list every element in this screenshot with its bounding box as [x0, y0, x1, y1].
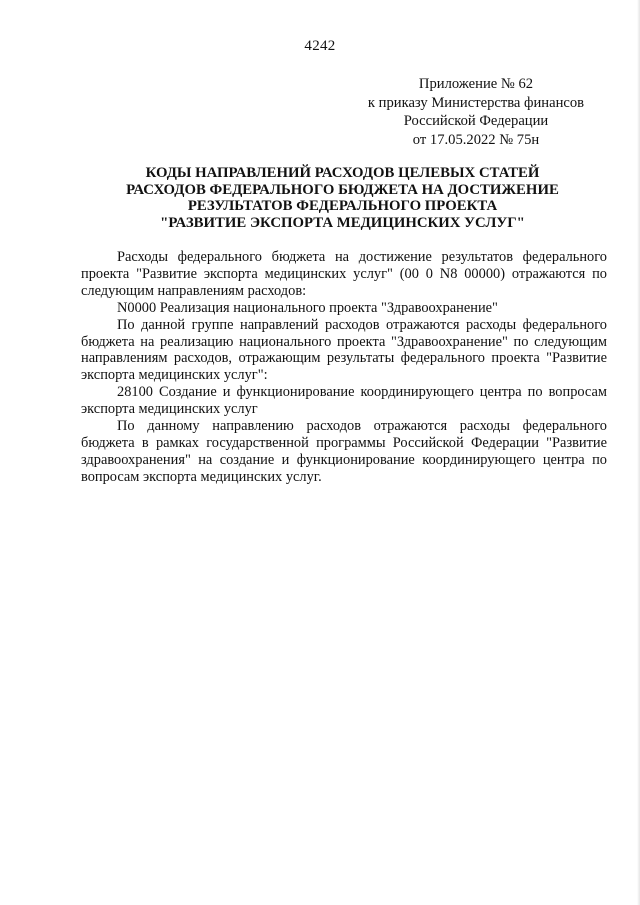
paragraph-code-n0000: N0000 Реализация национального проекта "Здравоохранение" — [117, 299, 498, 316]
appendix-number: Приложение № 62 — [418, 76, 534, 92]
paragraph-code-28100: 28100 Создание и функционирование координирующего центра по вопросам экспорта медицинских услуг — [81, 384, 607, 418]
document-title — [70, 165, 615, 231]
document-body — [81, 249, 607, 486]
paragraph-n0000-description: По данной группе направлений расходов отражаются расходы федерального бюджета на реализацию национального проекта "Здравоохранение" по следующим направлениям расходов, отражающим результаты федерального проекта "Развитие экспорта медицинских услуг": — [81, 316, 607, 384]
paragraph-intro: Расходы федерального бюджета на достижение результатов федерального проекта "Развитие экспорта медицинских услуг" (00 0 N8 00000) отражаются по следующим направлениям расходов: — [81, 249, 607, 299]
title-line-1: КОДЫ НАПРАВЛЕНИЙ РАСХОДОВ ЦЕЛЕВЫХ СТАТЕЙ — [145, 165, 540, 181]
appendix-date: от 17.05.2022 № 75н — [412, 131, 540, 148]
page-number: 4242 — [304, 38, 336, 54]
appendix-ministry: Российской Федерации — [403, 113, 549, 130]
title-line-2: РАСХОДОВ ФЕДЕРАЛЬНОГО БЮДЖЕТА НА ДОСТИЖЕНИЕ — [126, 181, 559, 198]
appendix-order: к приказу Министерства финансов — [367, 94, 585, 111]
paragraph-28100-description: По данному направлению расходов отражаются расходы федерального бюджета в рамках государственной программы Российской Федерации "Развитие здравоохранения" на создание и функционирование координирующего центра по вопросам экспорта медицинских услуг. — [81, 418, 607, 485]
appendix-header — [330, 75, 622, 149]
title-line-4: "РАЗВИТИЕ ЭКСПОРТА МЕДИЦИНСКИХ УСЛУГ" — [160, 214, 525, 231]
title-line-3: РЕЗУЛЬТАТОВ ФЕДЕРАЛЬНОГО ПРОЕКТА — [187, 198, 498, 215]
